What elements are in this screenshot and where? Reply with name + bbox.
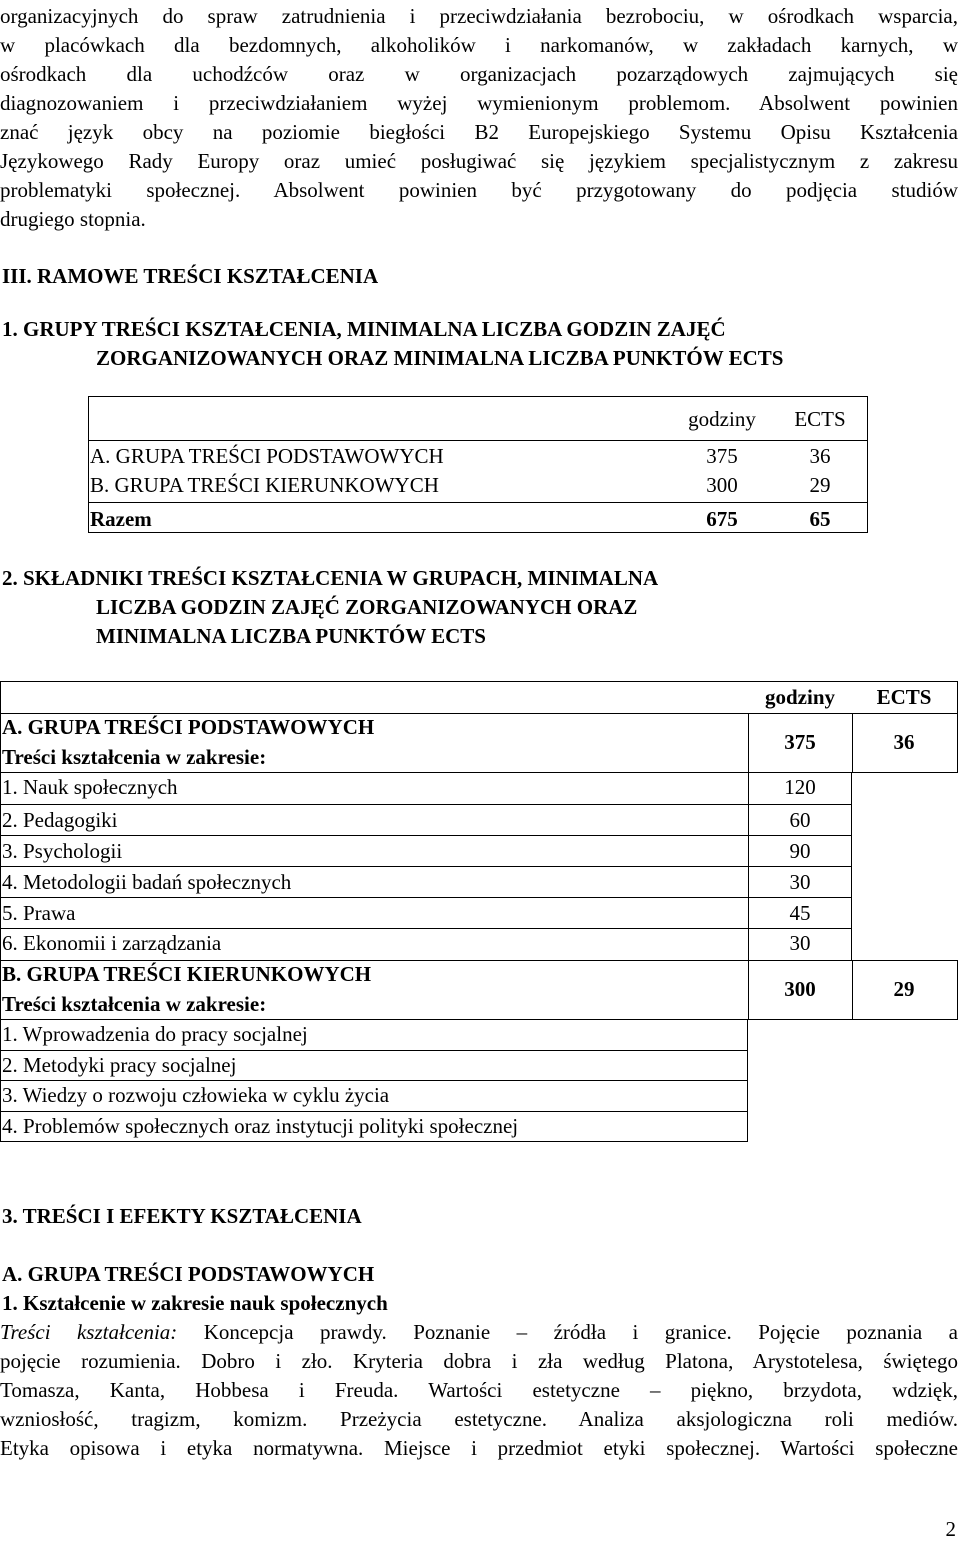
table-divider — [88, 502, 868, 503]
content-line: wzniosłość, tragizm, komizm. Przeżycia estetyczne. Analiza aksjologiczna roli mediów. — [0, 1407, 958, 1431]
table-row-ects: 36 — [809, 444, 831, 468]
section-title: III. RAMOWE TREŚCI KSZTAŁCENIA — [2, 264, 379, 288]
group-b-title: B. GRUPA TREŚCI KIERUNKOWYCH — [2, 962, 372, 986]
table-row-godziny: 90 — [789, 839, 811, 863]
table-divider — [88, 440, 868, 441]
intro-line: w placówkach dla bezdomnych, alkoholików i narkomanów, w zakładach karnych, w — [0, 33, 958, 57]
table-row-divider — [0, 835, 852, 836]
heading-line: MINIMALNA LICZBA PUNKTÓW ECTS — [96, 624, 486, 648]
table-row-divider — [0, 866, 852, 867]
intro-line: znać język obcy na poziomie biegłości B2 Europejskiego Systemu Opisu Kształcenia — [0, 120, 958, 144]
heading-number: 2. — [2, 566, 18, 590]
heading-line: GRUPY TREŚCI KSZTAŁCENIA, MINIMALNA LICZBA GODZIN ZAJĘĆ — [23, 317, 726, 341]
intro-line: organizacyjnych do spraw zatrudnienia i przeciwdziałania bezrobociu, w ośrodkach wsparcia, — [0, 4, 958, 28]
table-total-godziny: 675 — [706, 507, 738, 531]
subheading: 1. Kształcenie w zakresie nauk społecznych — [2, 1291, 388, 1315]
heading-components — [2, 564, 658, 651]
table-total-label: Razem — [90, 507, 152, 531]
table-row-label: A. GRUPA TREŚCI PODSTAWOWYCH — [90, 444, 444, 468]
table-row-ects: 29 — [809, 473, 831, 497]
table-row-label: 4. Metodologii badań społecznych — [2, 870, 292, 894]
column-header-godziny: godziny — [764, 685, 835, 709]
group-b-subtitle: Treści kształcenia w zakresie: — [2, 992, 267, 1016]
table-row-label: 4. Problemów społecznych oraz instytucji polityki społecznej — [2, 1114, 519, 1138]
content-line — [0, 1318, 958, 1347]
table-row-label: 3. Psychologii — [2, 839, 123, 863]
column-header-godziny: godziny — [688, 407, 756, 431]
content-label: Treści kształcenia: — [0, 1320, 178, 1344]
heading-contents-effects: 3. TREŚCI I EFEKTY KSZTAŁCENIA — [2, 1204, 362, 1228]
column-header-ects: ECTS — [794, 407, 846, 431]
page-number: 2 — [945, 1517, 956, 1541]
content-line: Tomasza, Kanta, Hobbesa i Freuda. Wartości estetyczne – piękno, brzydota, wdzięk, — [0, 1378, 958, 1402]
table-row-label: B. GRUPA TREŚCI KIERUNKOWYCH — [90, 473, 439, 497]
group-a-godziny: 375 — [784, 730, 816, 754]
table-total-ects: 65 — [809, 507, 831, 531]
table-row-godziny: 120 — [784, 775, 816, 799]
content-line: pojęcie rozumienia. Dobro i zło. Kryteria dobra i zła według Platona, Arystotelesa, świętego — [0, 1349, 958, 1373]
table-row-godziny: 60 — [789, 808, 811, 832]
intro-line: drugiego stopnia. — [0, 207, 146, 231]
table-row-label: 3. Wiedzy o rozwoju człowieka w cyklu życia — [2, 1083, 390, 1107]
heading-line: SKŁADNIKI TREŚCI KSZTAŁCENIA W GRUPACH, MINIMALNA — [23, 566, 659, 590]
heading-groups — [2, 315, 783, 373]
content-text: Koncepcja prawdy. Poznanie – źródła i granice. Pojęcie poznania a — [177, 1320, 958, 1344]
group-heading: A. GRUPA TREŚCI PODSTAWOWYCH — [2, 1262, 375, 1286]
heading-number: 1. — [2, 317, 18, 341]
heading-line: ZORGANIZOWANYCH ORAZ MINIMALNA LICZBA PUNKTÓW ECTS — [96, 346, 784, 370]
group-a-ects: 36 — [893, 730, 915, 754]
intro-line: ośrodkach dla uchodźców oraz w organizacjach pozarządowych zajmujących się — [0, 62, 958, 86]
table-row-godziny: 375 — [706, 444, 738, 468]
intro-line: problematyki społecznej. Absolwent powinien być przygotowany do podjęcia studiów — [0, 178, 958, 202]
table-row-label: 1. Wprowadzenia do pracy socjalnej — [2, 1022, 308, 1046]
table-row-godziny: 45 — [789, 901, 811, 925]
table-row-godziny: 300 — [706, 473, 738, 497]
table-row-label: 2. Metodyki pracy socjalnej — [2, 1053, 237, 1077]
table-row-divider — [0, 804, 852, 805]
intro-line: diagnozowaniem i przeciwdziałaniem wyżej wymienionym problemom. Absolwent powinien — [0, 91, 958, 115]
table-row-label: 2. Pedagogiki — [2, 808, 118, 832]
table-row-label: 1. Nauk społecznych — [2, 775, 178, 799]
group-b-godziny: 300 — [784, 977, 816, 1001]
content-line: Etyka opisowa i etyka normatywna. Miejsce i przedmiot etyki społecznej. Wartości społeczne — [0, 1436, 958, 1460]
table-row-label: 6. Ekonomii i zarządzania — [2, 931, 222, 955]
heading-line: LICZBA GODZIN ZAJĘĆ ZORGANIZOWANYCH ORAZ — [96, 595, 638, 619]
group-b-ects: 29 — [893, 977, 915, 1001]
group-a-subtitle: Treści kształcenia w zakresie: — [2, 745, 267, 769]
table-row-godziny: 30 — [789, 870, 811, 894]
intro-line: Językowego Rady Europy oraz umieć posługiwać się językiem specjalistycznym z zakresu — [0, 149, 958, 173]
column-header-ects: ECTS — [876, 685, 932, 709]
table-row-godziny: 30 — [789, 931, 811, 955]
group-a-title: A. GRUPA TREŚCI PODSTAWOWYCH — [2, 715, 375, 739]
table-row-label: 5. Prawa — [2, 901, 76, 925]
